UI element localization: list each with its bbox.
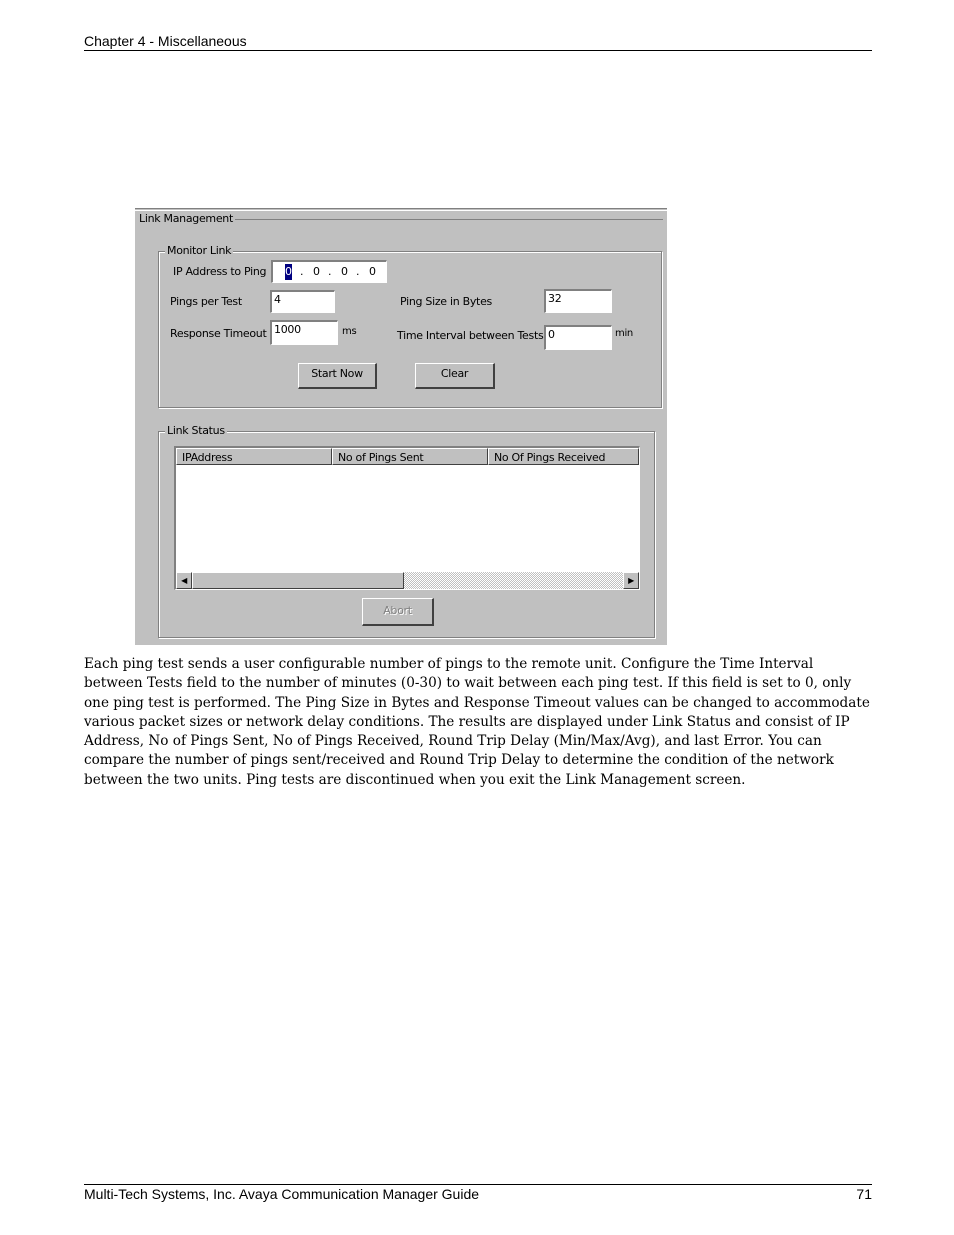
scroll-left-icon[interactable]: ◀ [176, 572, 192, 589]
horizontal-scrollbar[interactable] [176, 572, 639, 589]
page-footer [84, 1184, 872, 1202]
ip-octet-2[interactable]: 0 [313, 265, 320, 278]
ip-address-label: IP Address to Ping [173, 265, 267, 278]
link-management-dialog [135, 208, 667, 645]
column-header-pings-sent[interactable]: No of Pings Sent [332, 448, 488, 465]
ip-octet-4[interactable]: 0 [369, 265, 376, 278]
scrollbar-thumb[interactable] [192, 572, 404, 589]
ip-dot-1: . [300, 265, 304, 278]
ip-octet-3[interactable]: 0 [341, 265, 348, 278]
pings-per-test-input[interactable]: 4 [270, 290, 335, 313]
link-management-title: Link Management [139, 212, 233, 225]
ip-dot-3: . [356, 265, 360, 278]
column-header-pings-received[interactable]: No Of Pings Received [488, 448, 639, 465]
page-header [84, 33, 872, 51]
ip-dot-2: . [328, 265, 332, 278]
column-header-ipaddress[interactable]: IPAddress [176, 448, 332, 465]
ip-octet-1[interactable]: 0 [285, 265, 292, 278]
link-status-list[interactable] [174, 446, 640, 590]
footer-text: Multi-Tech Systems, Inc. Avaya Communication Manager Guide [84, 1186, 480, 1202]
link-status-label: Link Status [167, 424, 225, 437]
pings-per-test-label: Pings per Test [170, 295, 242, 308]
description-paragraph: Each ping test sends a user configurable number of pings to the remote unit. Configure the Time Interval between Tests field to the number of minutes (0-30) to wait between each ping test. If this field is set to 0, only one ping test is performed. The Ping Size in Bytes and Response Timeout values can be changed to accommodate various packet sizes or network delay conditions. The results are displayed under Link Status and consist of IP Address, No of Pings Sent, No of Pings Received, Round Trip Delay (Min/Max/Avg), and last Error. You can compare the number of pings sent/received and Round Trip Delay to determine the condition of the network between the two units. Ping tests are discontinued when you exit the Link Management screen. [84, 656, 870, 788]
header-text: Chapter 4 - Miscellaneous [84, 33, 247, 49]
timeout-unit-label: ms [342, 326, 357, 337]
scroll-right-icon[interactable]: ▶ [623, 572, 639, 589]
response-timeout-label: Response Timeout [170, 327, 267, 340]
interval-unit-label: min [615, 328, 633, 339]
time-interval-label: Time Interval between Tests [397, 329, 544, 342]
ping-size-label: Ping Size in Bytes [400, 295, 492, 308]
ping-size-input[interactable]: 32 [544, 289, 612, 313]
ip-address-field[interactable] [271, 260, 387, 283]
response-timeout-input[interactable]: 1000 [270, 320, 338, 345]
abort-button[interactable]: Abort [362, 598, 434, 626]
page-number: 71 [856, 1186, 872, 1202]
clear-button[interactable]: Clear [415, 363, 495, 389]
time-interval-input[interactable]: 0 [544, 325, 612, 350]
start-now-button[interactable]: Start Now [298, 363, 377, 389]
dialog-top-edge [135, 208, 667, 211]
monitor-link-label: Monitor Link [167, 244, 232, 257]
